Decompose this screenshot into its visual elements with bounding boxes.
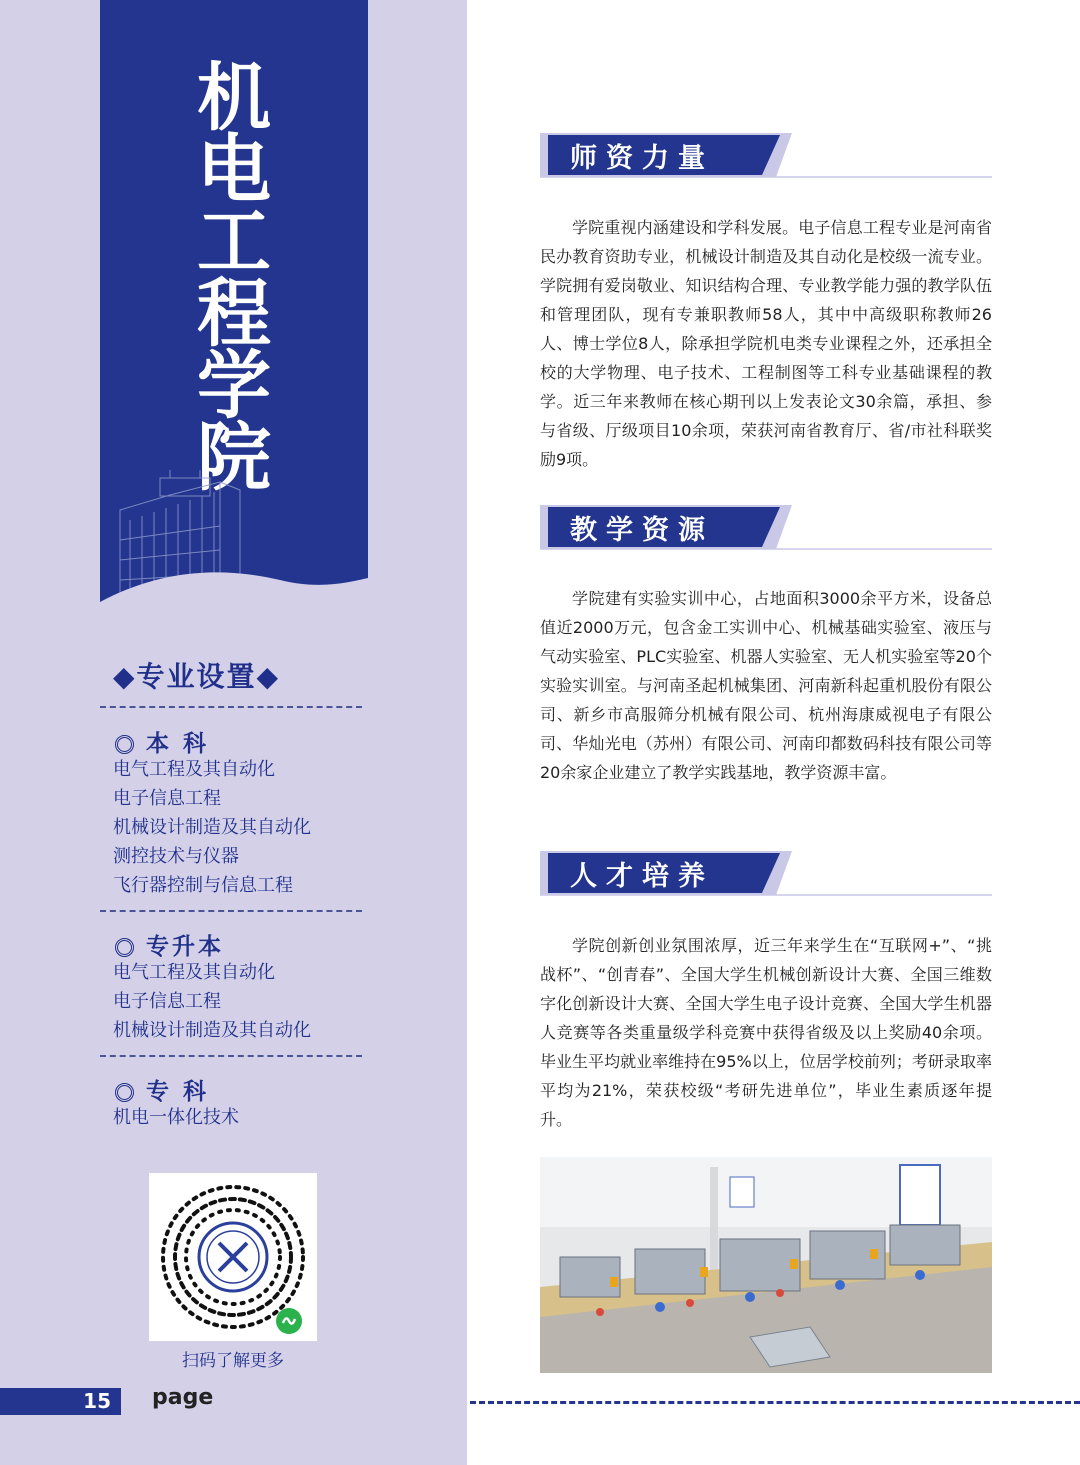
- circle-icon: [115, 1083, 134, 1102]
- section-title: 人才培养: [570, 861, 714, 892]
- major-item: 电气工程及其自动化: [113, 962, 275, 983]
- qr-code-icon: [149, 1173, 317, 1341]
- divider: [100, 910, 362, 912]
- title-char: 程: [197, 271, 271, 357]
- group-title-junior: 专 科: [115, 1073, 209, 1106]
- title-char: 工: [197, 199, 271, 285]
- major-item: 电子信息工程: [113, 991, 221, 1012]
- divider: [100, 1055, 362, 1057]
- upgrade-majors: [113, 958, 311, 1045]
- title-char: 院: [197, 415, 271, 501]
- qr-label: 扫码了解更多: [182, 1351, 284, 1371]
- title-char: 电: [197, 127, 271, 213]
- major-item: 电子信息工程: [113, 788, 221, 809]
- page-number: 15: [0, 1388, 121, 1415]
- undergrad-majors: [113, 755, 311, 900]
- page-word: page: [152, 1385, 214, 1410]
- qr-code[interactable]: [149, 1173, 317, 1341]
- group-title-undergrad: 本 科: [115, 725, 209, 758]
- junior-majors: [113, 1103, 239, 1132]
- major-item: 测控技术与仪器: [113, 846, 239, 867]
- major-item: 电气工程及其自动化: [113, 759, 275, 780]
- major-item: 机械设计制造及其自动化: [113, 1020, 311, 1041]
- section-title: 师资力量: [570, 143, 714, 174]
- lab-equipment-image: [540, 1157, 992, 1373]
- majors-heading: ◆专业设置◆: [113, 660, 281, 693]
- title-char: 学: [197, 343, 271, 429]
- group-title-upgrade: 专升本: [115, 928, 224, 961]
- divider: [100, 706, 362, 708]
- college-title: [100, 55, 368, 501]
- major-item: 机械设计制造及其自动化: [113, 817, 311, 838]
- section-header-faculty: [540, 133, 992, 179]
- section-title: 教学资源: [570, 515, 714, 546]
- section-header-talent: [540, 851, 992, 897]
- section-body: 学院创新创业氛围浓厚，近三年来学生在“互联网+”、“挑战杯”、“创青春”、全国大学生机械创新设计大赛、全国三维数字化创新设计大赛、全国大学生电子设计竞赛、全国大学生机器人竞赛等各类重量级学科竞赛中获得省级及以上奖励40余项。毕业生平均就业率维持在95%以上，位居学校前列；考研录取率平均为21%，荣获校级“考研先进单位”，毕业生素质逐年提升。: [540, 936, 992, 1129]
- section-header-resources: [540, 505, 992, 551]
- title-char: 机: [197, 55, 271, 141]
- circle-icon: [115, 735, 134, 754]
- building-illustration: [100, 470, 368, 610]
- section-body: 学院建有实验实训中心，占地面积3000余平方米，设备总值近2000万元，包含金工实训中心、机械基础实验室、液压与气动实验室、PLC实验室、机器人实验室、无人机实验室等20个实验实训室。与河南圣起机械集团、河南新科起重机股份有限公司、新乡市高服筛分机械有限公司、杭州海康威视电子有限公司、华灿光电（苏州）有限公司、河南印都数码科技有限公司等20余家企业建立了教学实践基地，教学资源丰富。: [540, 589, 992, 782]
- circle-icon: [115, 938, 134, 957]
- major-item: 飞行器控制与信息工程: [113, 875, 293, 896]
- bottom-divider: [470, 1401, 1080, 1404]
- lab-photo: [540, 1157, 992, 1373]
- major-item: 机电一体化技术: [113, 1107, 239, 1128]
- title-band: [100, 0, 368, 610]
- section-body: 学院重视内涵建设和学科发展。电子信息工程专业是河南省民办教育资助专业，机械设计制造及其自动化是校级一流专业。学院拥有爱岗敬业、知识结构合理、专业教学能力强的教学队伍和管理团队，现有专兼职教师58人，其中中高级职称教师26人、博士学位8人，除承担学院机电类专业课程之外，还承担全校的大学物理、电子技术、工程制图等工科专业基础课程的教学。近三年来教师在核心期刊以上发表论文30余篇，承担、参与省级、厅级项目10余项，荣获河南省教育厅、省/市社科联奖励9项。: [540, 218, 992, 469]
